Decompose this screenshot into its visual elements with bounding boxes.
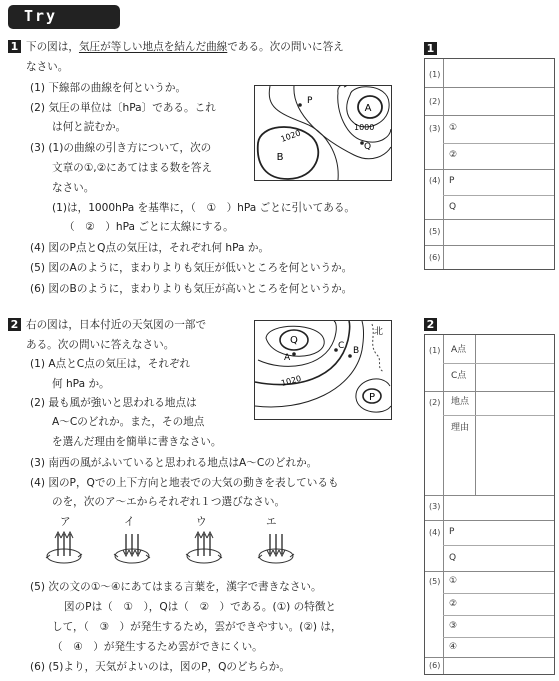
q1-label-q: Q (364, 142, 372, 152)
a2-row-2-sub-location: 地点 (451, 397, 470, 407)
q2-label-c: C (338, 341, 345, 351)
q2-item-4: (4) 図のP，Qでの上下方向と地表での大気の動きを表しているも (30, 477, 339, 489)
a2-row-1-sub-c: C点 (451, 371, 467, 381)
q1-item-6: (6) 図のBのように，まわりよりも気圧が高いところを何というか。 (30, 283, 353, 295)
q1-label-1020: 1020 (279, 128, 302, 144)
answer-panel-1 (424, 58, 555, 270)
a1-row-3-sub-2: ② (449, 150, 458, 160)
q1-item-5: (5) 図のAのように，まわりよりも気圧が低いところを何というか。 (30, 262, 353, 274)
q1-label-b: B (276, 152, 284, 163)
q1-intro-line2: なさい。 (26, 61, 69, 73)
q1-intro-underlined: 気圧が等しい地点を結んだ曲線 (78, 41, 228, 53)
choice-a-label: ア (60, 516, 71, 528)
q2-item-2: (2) 最も風が強いと思われる地点は (30, 397, 197, 409)
q1-intro (26, 42, 344, 53)
q1-item-1: (1) 下線部の曲線を何というか。 (30, 82, 187, 94)
q1-item-3: (3) (1)の曲線の引き方について，次の (30, 142, 212, 154)
a2-row-5-sub-3: ③ (449, 621, 458, 631)
a2-row-4-label: (4) (429, 528, 441, 537)
q2-label-a: A (284, 353, 291, 363)
q1-point-p (298, 103, 302, 107)
q1-item-2: (2) 気圧の単位は〔hPa〕である。これ (30, 102, 216, 114)
choice-e-diagram (256, 530, 296, 570)
a1-row-3-sub-1: ① (449, 123, 458, 133)
q1-item-3-sentence1: (1)は，1000hPa を基準に，（ ① ）hPa ごとに引いてある。 (52, 202, 356, 214)
choice-u-label: ウ (196, 516, 207, 528)
a2-row-5-sub-4: ④ (449, 642, 458, 652)
q2-map-frame (255, 321, 392, 420)
a2-row-5-sub-2: ② (449, 599, 458, 609)
q2-item-6: (6) (5)より，天気がよいのは，図のP，Qのどちらか。 (30, 661, 290, 673)
q2-label-1020: 1020 (280, 373, 303, 388)
q2-item-2-cont2: を選んだ理由を簡単に書きなさい。 (52, 436, 222, 448)
a2-row-4-sub-p: P (449, 527, 455, 537)
a2-row-4-sub-q: Q (449, 553, 457, 563)
q2-item-5-sentence1: 図のPは（ ① ），Qは（ ② ）である。(①) の特徴と (64, 601, 337, 613)
q2-label-p: P (369, 392, 376, 403)
q2-weather-map (254, 320, 392, 420)
q1-item-3-cont1: 文章の①,②にあてはまる数を答え (52, 162, 213, 174)
question-1-number: 1 (8, 40, 21, 53)
q1-intro-post: である。次の問いに答え (227, 41, 344, 53)
a2-row-1-label: (1) (429, 346, 441, 355)
a2-row-2-sub-reason: 理由 (451, 423, 470, 433)
q2-item-4-cont: のを，次のア～エからそれぞれ１つ選びなさい。 (52, 496, 286, 508)
a1-row-2-label: (2) (429, 97, 441, 106)
a1-row-1-label: (1) (429, 70, 441, 79)
a2-row-3-label: (3) (429, 502, 441, 511)
a2-row-5-sub-1: ① (449, 576, 458, 586)
choice-i-label: イ (124, 516, 135, 528)
answer-panel-2-number: 2 (424, 318, 437, 331)
q2-intro: 右の図は，日本付近の天気図の一部で (26, 319, 207, 331)
q1-map-frame (255, 86, 392, 181)
q1-label-a: A (364, 103, 372, 114)
a1-row-5-label: (5) (429, 227, 441, 236)
a1-row-6-label: (6) (429, 253, 441, 262)
q2-intro-line2: ある。次の問いに答えなさい。 (26, 339, 175, 351)
q2-point-b (348, 354, 352, 358)
answer-panel-1-number: 1 (424, 42, 437, 55)
choice-a-diagram (44, 530, 84, 570)
a1-row-4-label: (4) (429, 176, 441, 185)
q2-item-1-cont: 何 hPa か。 (52, 378, 110, 390)
a1-row-4-sub-p: P (449, 176, 455, 186)
q2-item-5: (5) 次の文の①～④にあてはまる言葉を，漢字で書きなさい。 (30, 581, 322, 593)
q2-item-5-sentence3: （ ④ ）が発生するため雲ができにくい。 (52, 641, 263, 653)
choice-e-label: エ (266, 516, 277, 528)
q2-item-1: (1) A点とC点の気圧は，それぞれ (30, 358, 191, 370)
q2-item-3: (3) 南西の風がふいていると思われる地点はA～Cのどれか。 (30, 457, 318, 469)
a2-row-2-label: (2) (429, 398, 441, 407)
q2-item-5-sentence2: して，（ ③ ）が発生するため，雲ができやすい。(②) は， (52, 621, 342, 633)
a2-row-5-label: (5) (429, 577, 441, 586)
q2-point-a (292, 352, 296, 356)
answer-panel-2 (424, 334, 555, 675)
a2-row-1-sub-a: A点 (451, 345, 467, 355)
q1-item-3-cont2: なさい。 (52, 182, 95, 194)
q1-item-3-sentence2: （ ② ）hPa ごとに太線にする。 (64, 221, 234, 233)
q1-intro-pre: 下の図は， (26, 41, 79, 53)
q1-isobar-map (254, 85, 392, 181)
section-title: Try (8, 5, 120, 29)
a1-row-4-sub-q: Q (449, 202, 457, 212)
q2-label-north: 北 (374, 327, 384, 337)
q1-item-4: (4) 図のP点とQ点の気圧は，それぞれ何 hPa か。 (30, 242, 270, 254)
a2-row-6-label: (6) (429, 661, 441, 670)
q1-label-1000: 1000 (354, 123, 375, 132)
choice-u-diagram (184, 530, 224, 570)
q1-item-2-cont: は何と読むか。 (52, 121, 127, 133)
q1-label-p: P (307, 96, 313, 106)
q2-label-b: B (353, 346, 360, 356)
question-2-number: 2 (8, 318, 21, 331)
a1-row-3-label: (3) (429, 124, 441, 133)
q2-item-2-cont1: A～Cのどれか。また，その地点 (52, 416, 205, 428)
q2-label-q: Q (290, 335, 298, 346)
choice-i-diagram (112, 530, 152, 570)
